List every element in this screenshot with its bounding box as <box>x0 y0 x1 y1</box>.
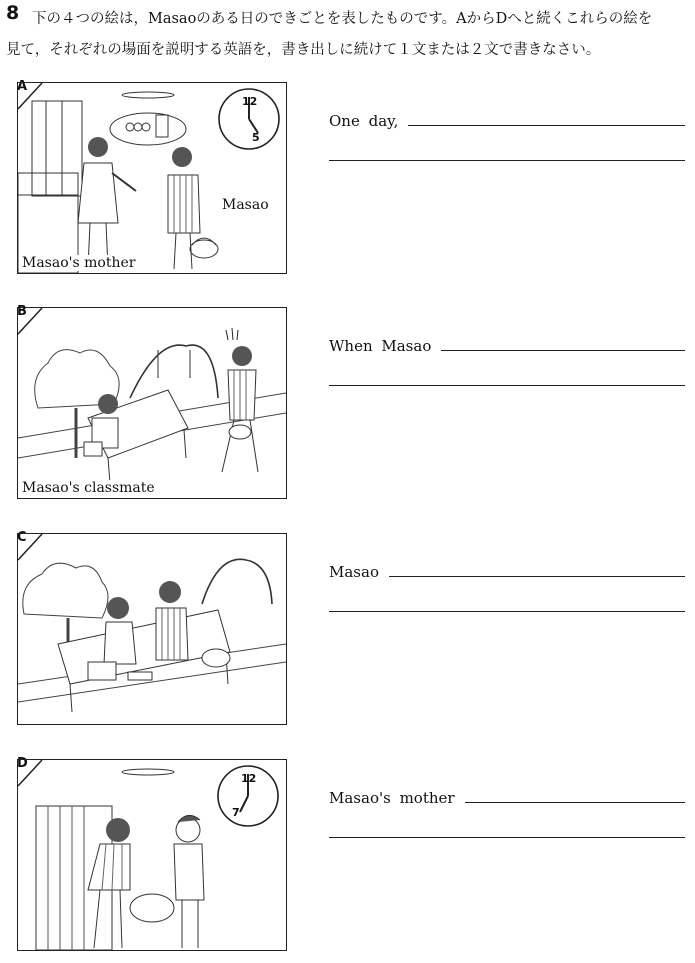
panel-d-clock-hour: 7 <box>232 806 240 819</box>
question-number: 8 <box>6 2 20 24</box>
answer-b-prompt: When Masao <box>329 337 432 355</box>
panel-a-clock-hour: 5 <box>252 131 260 144</box>
panel-b-letter: B <box>17 304 27 319</box>
answer-d-prompt: Masao's mother <box>329 789 455 807</box>
panel-a-letter: A <box>17 79 28 94</box>
answer-d-line-1[interactable] <box>465 802 685 803</box>
question-instruction <box>6 4 682 66</box>
answer-a-prompt: One day, <box>329 112 399 130</box>
panel-d-clock-12: 12 <box>241 772 257 785</box>
panel-c-drawing <box>18 534 286 724</box>
answer-b <box>329 331 685 386</box>
instruction-line-2: 見て，それぞれの場面を説明する英語を，書き出しに続けて１文または２文で書きなさい。 <box>6 42 601 58</box>
panel-b-caption-classmate: Masao's classmate <box>22 480 155 496</box>
panel-a-drawing <box>18 83 286 273</box>
answer-c-prompt: Masao <box>329 563 379 581</box>
answer-c-line-1[interactable] <box>389 576 685 577</box>
answer-d-line-2[interactable] <box>329 837 685 838</box>
instruction-line-1: 下の４つの絵は，Masaoのある日のできごとを表したものです。AからDへと続くこれらの絵を <box>32 11 653 27</box>
panel-a-clock-12: 12 <box>242 95 258 108</box>
answer-d <box>329 783 685 838</box>
panel-d-drawing <box>18 760 286 950</box>
panel-b-illustration <box>17 307 287 499</box>
panel-a-caption-masao: Masao <box>222 197 269 213</box>
panel-d-illustration <box>17 759 287 951</box>
answer-b-line-1[interactable] <box>441 350 685 351</box>
answer-b-line-2[interactable] <box>329 385 685 386</box>
answer-c-line-2[interactable] <box>329 611 685 612</box>
panel-a-illustration <box>17 82 287 274</box>
panel-d-letter: D <box>17 756 28 771</box>
panel-b-drawing <box>18 308 286 498</box>
answer-a <box>329 106 685 161</box>
answer-a-line-2[interactable] <box>329 160 685 161</box>
panel-c-illustration <box>17 533 287 725</box>
panel-a-caption-mother: Masao's mother <box>22 255 136 271</box>
answer-c <box>329 557 685 612</box>
panel-c-letter: C <box>17 530 27 545</box>
answer-a-line-1[interactable] <box>408 125 685 126</box>
